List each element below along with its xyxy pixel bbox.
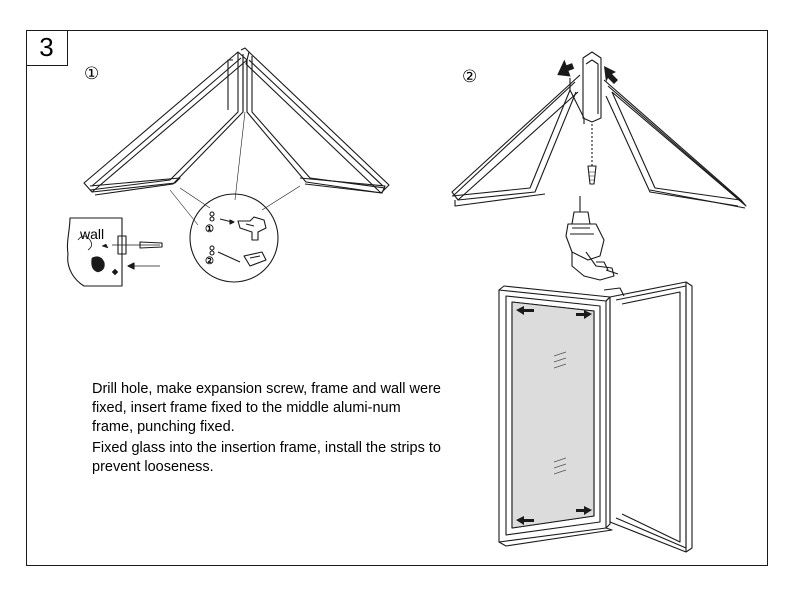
- instruction-paragraph-1: Drill hole, make expansion screw, frame and wall were fixed, insert frame fixed to the middle alumi-num frame, punching fixed.: [92, 381, 441, 435]
- electric-drill-icon: [566, 196, 618, 280]
- instruction-paragraph-2: Fixed glass into the insertion frame, install the strips to prevent looseness.: [92, 440, 441, 475]
- detail-step-1-marker: ①: [205, 224, 214, 235]
- detail-circle: [190, 194, 278, 282]
- direction-arrows: [553, 58, 618, 84]
- top-view-frame-step-1: [84, 48, 389, 195]
- sub-step-2-marker: ②: [462, 67, 478, 86]
- sub-step-1-marker: ①: [84, 64, 100, 83]
- detail-callout-lines: [170, 112, 300, 225]
- top-view-frame-step-2: [452, 52, 746, 208]
- wall-label: wall: [80, 226, 105, 242]
- detail-step-2-marker: ②: [205, 256, 214, 267]
- glass-pane: [512, 302, 594, 528]
- step-number: 3: [39, 32, 54, 62]
- wall-section: [67, 218, 162, 286]
